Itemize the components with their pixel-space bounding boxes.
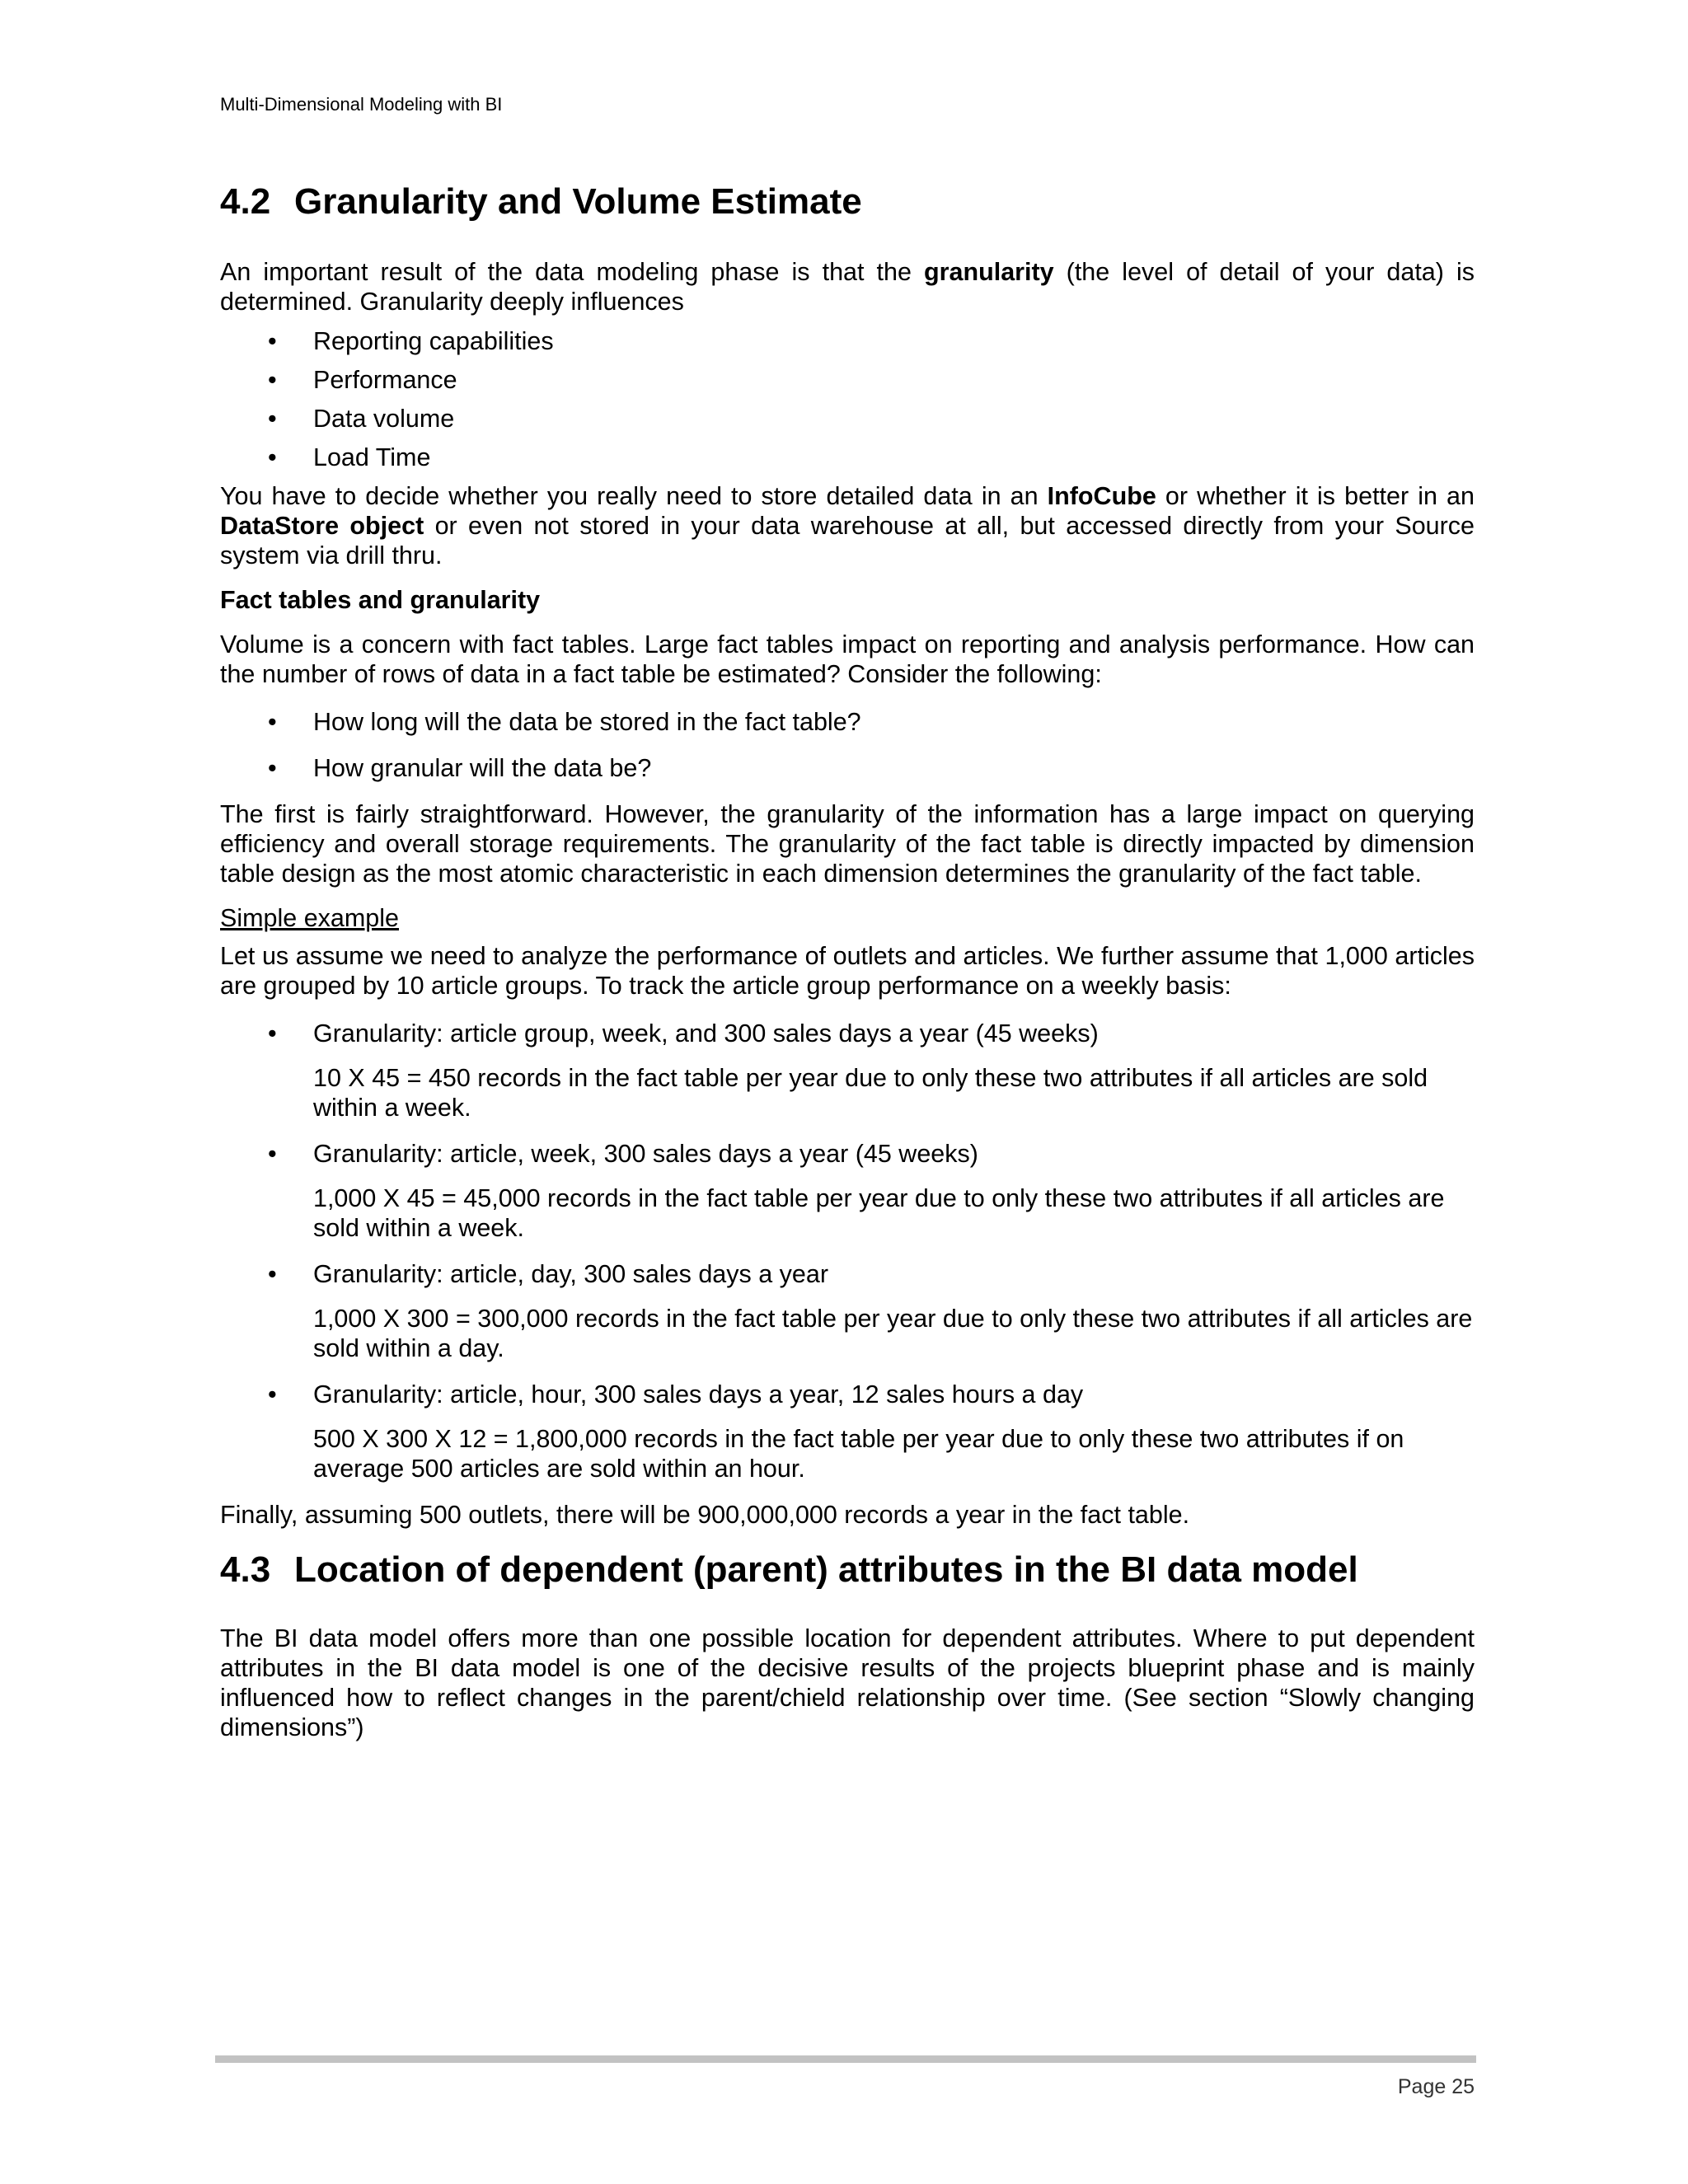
section-4-3-paragraph: The BI data model offers more than one possible location for dependent attributes. Where to put dependent attributes in the BI data model is one of the decisive results of the projects blueprint phase and is mainly influenced how to reflect changes in the parent/chield relationship over time. (See section “Slowly changing dimensions”) [220,1624,1475,1741]
granularity-head: • Granularity: article group, week, and 300 sales days a year (45 weeks) [313,1019,1099,1047]
section-heading-4-2 [220,180,1475,224]
page-number: Page 25 [1397,2075,1475,2098]
granularity-body: 500 X 300 X 12 = 1,800,000 records in the fact table per year due to only these two attributes if on average 500 articles are sold within an hour. [313,1425,1404,1483]
section-title: Granularity and Volume Estimate [294,181,862,222]
section-heading-4-3 [220,1548,1475,1592]
example-intro-paragraph: Let us assume we need to analyze the performance of outlets and articles. We further assume that 1,000 articles are grouped by 10 article groups. To track the article group performance on a weekly basis: [220,942,1475,1000]
decide-paragraph [220,481,1475,570]
document-page [220,0,1475,2184]
footer-divider [215,2055,1476,2063]
granularity-term: granularity [924,258,1054,286]
list-item: • Performance [220,365,1475,395]
simple-example-label: Simple example [220,904,399,932]
granularity-body: 1,000 X 45 = 45,000 records in the fact table per year due to only these two attributes if all articles are sold within a week. [313,1184,1445,1242]
intro-paragraph [220,257,1475,316]
granularity-head: • Granularity: article, hour, 300 sales days a year, 12 sales hours a day [313,1380,1084,1408]
granularity-item [220,1019,1475,1122]
volume-paragraph: Volume is a concern with fact tables. Large fact tables impact on reporting and analysis performance. How can the number of rows of data in a fact table be estimated? Consider the following: [220,630,1475,688]
running-header: Multi-Dimensional Modeling with BI [220,94,503,115]
infocube-term: InfoCube [1047,482,1156,510]
finally-paragraph: Finally, assuming 500 outlets, there will be 900,000,000 records a year in the fact table. [220,1501,1190,1529]
questions-list [220,707,1475,783]
section-number: 4.3 [220,1549,271,1590]
decide-text-2: or whether it is better in an [1156,482,1475,510]
decide-text-1: You have to decide whether you really need to store detailed data in an [220,482,1048,510]
influences-list [220,326,1475,472]
granularity-list [220,1019,1475,1483]
granularity-body: 10 X 45 = 450 records in the fact table per year due to only these two attributes if all articles are sold within a week. [313,1064,1428,1122]
list-item: • Load Time [220,443,1475,472]
intro-text-2: (the level of detail of your data) is determined. Granularity deeply influences [220,258,1475,316]
list-item: • Reporting capabilities [220,326,1475,356]
list-item: • How granular will the data be? [220,753,1475,783]
fact-tables-heading: Fact tables and granularity [220,586,541,614]
granularity-head: • Granularity: article, week, 300 sales days a year (45 weeks) [313,1140,978,1168]
list-item: • Data volume [220,404,1475,434]
datastore-object-term: DataStore object [220,512,424,540]
first-paragraph: The first is fairly straightforward. However, the granularity of the information has a large impact on querying efficiency and overall storage requirements. The granularity of the fact table is directly impacted by dimension table design as the most atomic characteristic in each dimension determines the granularity of the fact table. [220,800,1475,888]
section-number: 4.2 [220,181,271,222]
intro-text-1: An important result of the data modeling phase is that the [220,258,924,286]
granularity-item [220,1259,1475,1363]
section-title: Location of dependent (parent) attributes in the BI data model [294,1549,1358,1590]
list-item: • How long will the data be stored in the fact table? [220,707,1475,737]
decide-text-3: or even not stored in your data warehouse at all, but accessed directly from your Source system via drill thru. [220,512,1475,569]
page-content [220,180,1475,1742]
granularity-item [220,1139,1475,1243]
granularity-head: • Granularity: article, day, 300 sales days a year [313,1260,828,1288]
granularity-item [220,1380,1475,1483]
granularity-body: 1,000 X 300 = 300,000 records in the fact table per year due to only these two attributes if all articles are sold within a day. [313,1305,1473,1362]
